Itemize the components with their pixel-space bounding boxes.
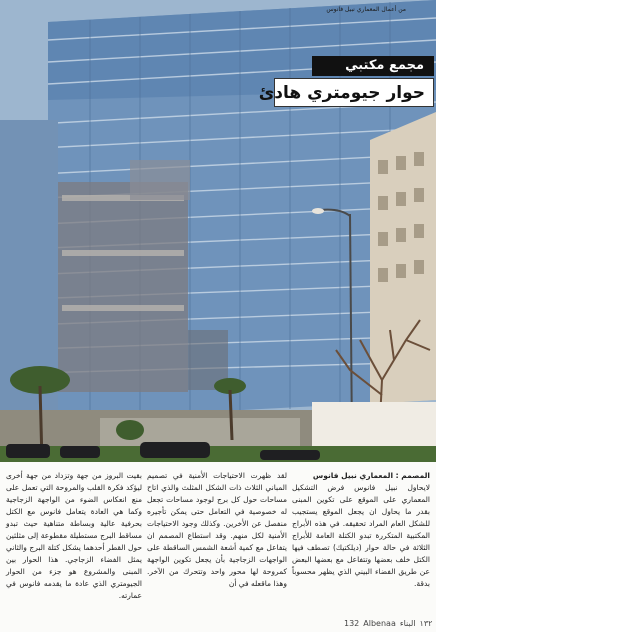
designer-credit: المصمم : المعماري نبيل فانوس	[312, 471, 430, 480]
magazine-name-arabic: البناء	[399, 619, 416, 628]
text-column-2	[147, 470, 287, 590]
photo-caption: من أعمال المعماري نبيل فانوس	[326, 6, 406, 13]
section-kicker: مجمع مكتبي	[312, 56, 434, 76]
article-headline: حوار جيومتري هادئ	[274, 78, 434, 107]
text-column-1	[292, 470, 430, 590]
column-3-body: بقيت البروز من جهة وتزداد من جهة أخرى ليؤكد فكرة القلب والمروحة التي تعمل على منع انعكاس الضوء من الواجهة الزجاجية وكما هي العادة يتعامل فانوس مع الكتل بحرفية عالية وبساطة متناهية حيث تبدو مساقط البرج مستطيلة مقطوعة إلى مثلثين حول القطر أحدهما يشكل كتلة البرج والثاني يمثل الفضاء الزجاجي. هذا الحوار بين المبنى والمشروع هو جزء من الحوار الجيومتري الذي عادة ما يقدمه فانوس في عمارته.	[6, 471, 142, 600]
page-number-arabic: ١٣٢	[419, 619, 433, 628]
column-1-body: لايحاول نبيل فانوس فرض التشكيل المعماري على الموقع على تكوين المبنى بقدر ما يحاول ان يجعل الموقع يستجيب للشكل العام المراد تحقيقه. في هذه الأبراج المكتبية المتكررة تبدو الكتلة العامة للأبراج الثلاثة في حالة حوار (ديلكتيك) تصطف فيها الكتل خلف بعضها وتتفاعل مع بعضها البعض عن طريق الفضاء البيني الذي يظهر محسوباً بدقة.	[292, 483, 430, 588]
page-number: 132	[344, 619, 360, 628]
magazine-name: Albenaa	[363, 619, 396, 628]
text-column-3	[6, 470, 142, 602]
column-2-body: لقد ظهرت الاحتياجات الأمنية في تصميم المباني الثلاث ذات الشكل المثلث والذي اتاح مساحات حول كل برج لوجود مساحات تجعل له خصوصية في التعامل حتى يمكن تأجيره منفصل عن الأخرين. وكذلك وجود الاحتياجات الأمنية لكل منهم. وقد استطاع المصمم ان يتفاعل مع كمية أشعة الشمس الساقطة على الواجهات الزجاجية بأن يجعل تكوين الواجهة كمروحة لها محور واحد وتتحرك من الآخر. وهذا ماقعله في أن	[147, 471, 287, 588]
page-footer	[340, 619, 432, 628]
